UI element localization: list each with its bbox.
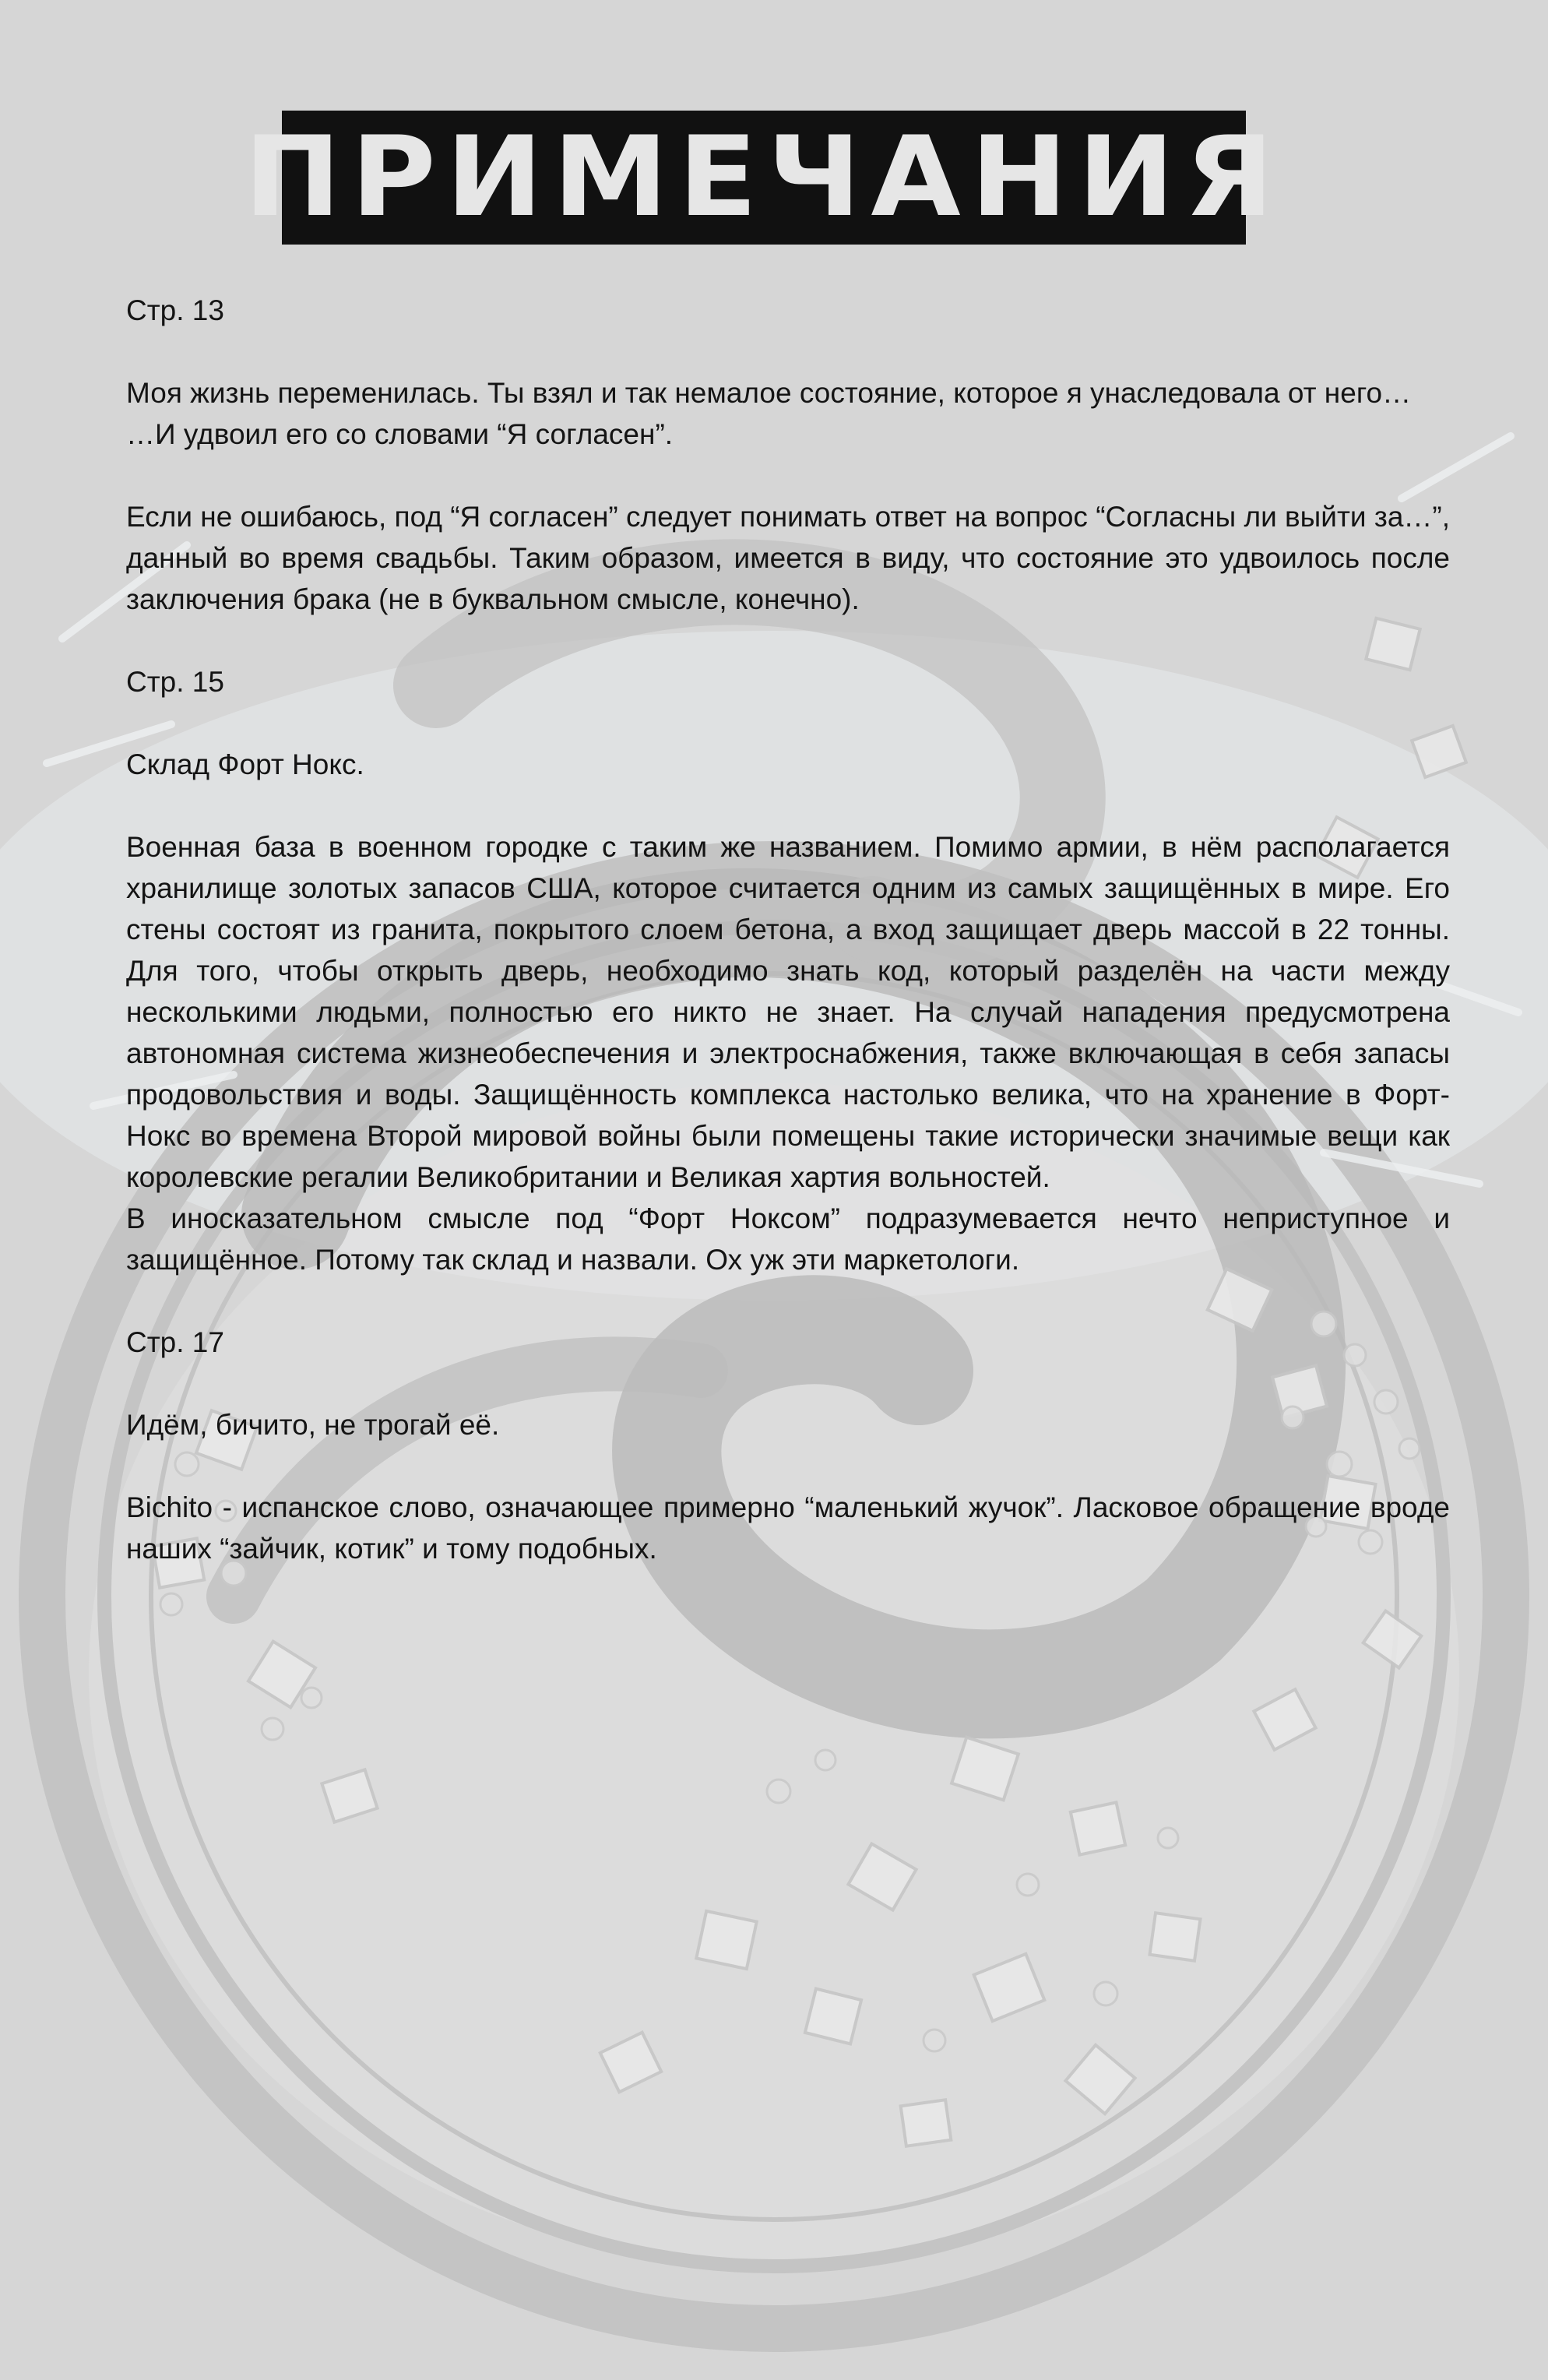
note-quote-line: Склад Форт Нокс. (126, 748, 364, 780)
page-title: ПРИМЕЧАНИЯ (244, 113, 1284, 241)
note-quote-line: Идём, бичито, не трогай её. (126, 1409, 500, 1441)
note-explanation: В иносказательном смысле под “Форт Ноксом” подразумевается нечто неприступное и защищённое. Потому так склад и назвали. Ох уж эти маркетологи. (126, 1202, 1450, 1276)
note-section (126, 290, 1450, 620)
note-explanation: Если не ошибаюсь, под “Я согласен” следует понимать ответ на вопрос “Согласны ли выйти за…”, данный во время свадьбы. Таким образом, имеется в виду, что состояние это удвоилось после заключения брака (не в буквальном смысле, конечно). (126, 501, 1450, 615)
note-page-ref: Стр. 17 (126, 1326, 224, 1358)
note-explanation: Военная база в военном городке с таким же названием. Помимо армии, в нём располагается хранилище золотых запасов США, которое считается одним из самых защищённых в мире. Его стены состоят из гранита, покрытого слоем бетона, а вход защищает дверь массой в 22 тонны. Для того, чтобы открыть дверь, необходимо знать код, который разделён на части между несколькими людьми, полностью его никто не знает. На случай нападения предусмотрена автономная система жизнеобеспечения и электроснабжения, также включающая в себя запасы продовольствия и воды. Защищённость комплекса настолько велика, что на хранение в Форт-Нокс во времена Второй мировой войны были помещены такие исторически значимые вещи как королевские регалии Великобритании и Великая хартия вольностей. (126, 831, 1450, 1193)
title-banner (244, 111, 1284, 245)
note-quote-line: …И удвоил его со словами “Я согласен”. (126, 418, 674, 450)
note-quote-line: Моя жизнь переменилась. Ты взял и так немалое состояние, которое я унаследовала от него… (126, 377, 1412, 409)
note-page-ref: Стр. 15 (126, 666, 224, 698)
note-section (126, 661, 1450, 1280)
notes-content (126, 290, 1450, 1569)
note-explanation: Bichito - испанское слово, означающее примерно “маленький жучок”. Ласковое обращение вроде наших “зайчик, котик” и тому подобных. (126, 1491, 1450, 1565)
note-page-ref: Стр. 13 (126, 294, 224, 326)
note-section (126, 1322, 1450, 1569)
